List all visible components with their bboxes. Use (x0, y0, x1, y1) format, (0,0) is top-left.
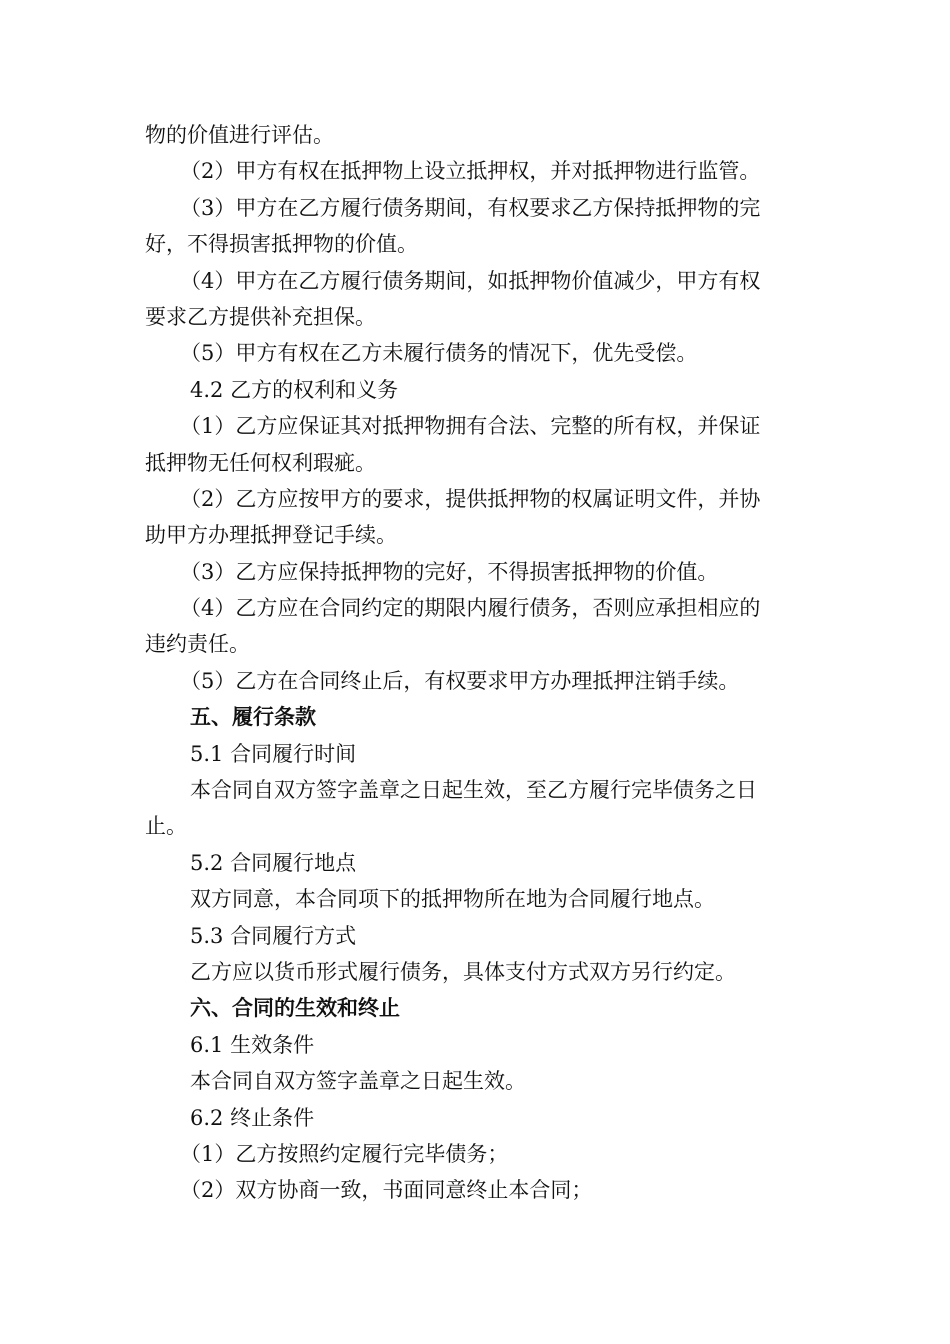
paragraph-line: （1）乙方应保证其对抵押物拥有合法、完整的所有权，并保证 (180, 414, 761, 439)
paragraph-line: 本合同自双方签字盖章之日起生效。 (190, 1069, 526, 1094)
subsection-heading: 5.3 合同履行方式 (190, 923, 357, 948)
subsection-heading: 6.1 生效条件 (190, 1032, 315, 1057)
paragraph-line: （2）甲方有权在抵押物上设立抵押权，并对抵押物进行监管。 (180, 159, 761, 184)
paragraph-line: 违约责任。 (145, 632, 250, 657)
list-item: （2）双方协商一致，书面同意终止本合同； (180, 1178, 593, 1203)
paragraph-line: 要求乙方提供补充担保。 (145, 304, 376, 329)
paragraph-line: 助甲方办理抵押登记手续。 (145, 523, 397, 548)
section-heading: 六、合同的生效和终止 (190, 995, 400, 1021)
section-heading: 五、履行条款 (190, 704, 316, 730)
subsection-heading: 5.2 合同履行地点 (190, 850, 357, 875)
list-item: （1）乙方按照约定履行完毕债务； (180, 1141, 509, 1166)
paragraph-line: （3）甲方在乙方履行债务期间，有权要求乙方保持抵押物的完 (180, 195, 761, 220)
document-body (145, 117, 810, 1209)
paragraph-line: （2）乙方应按甲方的要求，提供抵押物的权属证明文件，并协 (180, 486, 761, 511)
paragraph-line: （3）乙方应保持抵押物的完好，不得损害抵押物的价值。 (180, 559, 719, 584)
subsection-heading: 5.1 合同履行时间 (190, 741, 357, 766)
paragraph-line: （4）乙方应在合同约定的期限内履行债务，否则应承担相应的 (180, 596, 761, 621)
paragraph-line: 物的价值进行评估。 (145, 123, 334, 147)
paragraph-line: 抵押物无任何权利瑕疵。 (145, 450, 376, 475)
paragraph-line: （5）甲方有权在乙方未履行债务的情况下，优先受偿。 (180, 341, 698, 366)
paragraph-line: （5）乙方在合同终止后，有权要求甲方办理抵押注销手续。 (180, 668, 740, 693)
paragraph-line: 双方同意，本合同项下的抵押物所在地为合同履行地点。 (190, 887, 715, 912)
paragraph-line: 乙方应以货币形式履行债务，具体支付方式双方另行约定。 (190, 959, 736, 984)
paragraph-line: （4）甲方在乙方履行债务期间，如抵押物价值减少，甲方有权 (180, 268, 761, 293)
paragraph-line: 止。 (145, 814, 187, 839)
paragraph-line: 本合同自双方签字盖章之日起生效，至乙方履行完毕债务之日 (190, 778, 757, 803)
subsection-heading: 6.2 终止条件 (190, 1105, 315, 1130)
subsection-heading: 4.2 乙方的权利和义务 (190, 377, 399, 402)
paragraph-line: 好，不得损害抵押物的价值。 (145, 232, 418, 257)
